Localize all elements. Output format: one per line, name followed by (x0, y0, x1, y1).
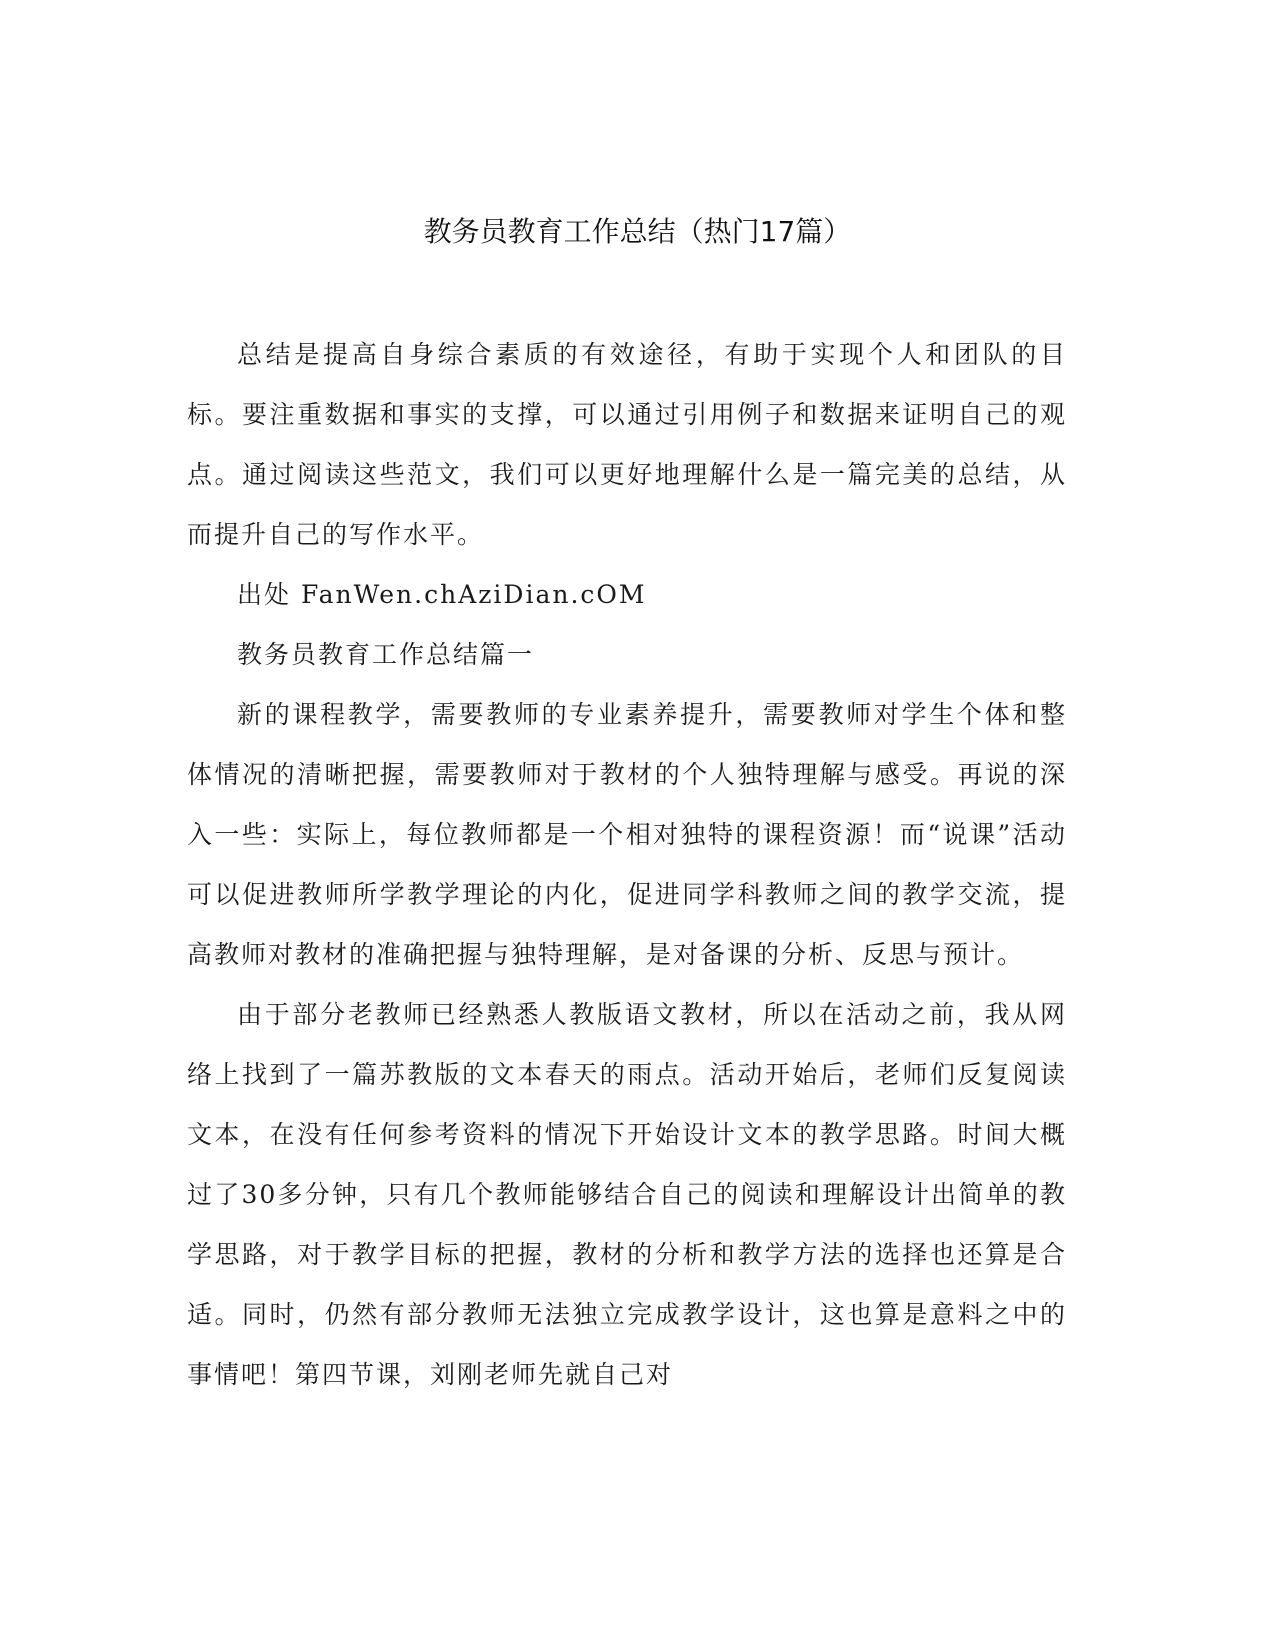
document-title: 教务员教育工作总结（热门17篇） (423, 215, 852, 248)
paragraph-body: 新的课程教学，需要教师的专业素养提升，需要教师对学生个体和整体情况的清晰把握，需要教师对于教材的个人独特理解与感受。再说的深入一些：实际上，每位教师都是一个相对独特的课程资源！而“说课”活动可以促进教师所学教学理论的内化，促进同学科教师之间的教学交流，提高教师对教材的准确把握与独特理解，是对备课的分析、反思与预计。 (187, 700, 1067, 969)
paragraph-intro: 总结是提高自身综合素质的有效途径，有助于实现个人和团队的目标。要注重数据和事实的支撑，可以通过引用例子和数据来证明自己的观点。通过阅读这些范文，我们可以更好地理解什么是一篇完美的总结，从而提升自己的写作水平。 (187, 340, 1067, 549)
section-heading: 教务员教育工作总结篇一 (237, 640, 535, 669)
paragraph-body: 由于部分老教师已经熟悉人教版语文教材，所以在活动之前，我从网络上找到了一篇苏教版的文本春天的雨点。活动开始后，老师们反复阅读文本，在没有任何参考资料的情况下开始设计文本的教学思路。时间大概过了30多分钟，只有几个教师能够结合自己的阅读和理解设计出简单的教学思路，对于教学目标的把握，教材的分析和教学方法的选择也还算是合适。同时，仍然有部分教师无法独立完成教学设计，这也算是意料之中的事情吧！第四节课，刘刚老师先就自己对 (187, 1000, 1067, 1389)
paragraph-source: 出处 FanWen.chAziDian.cOM (237, 580, 647, 609)
document-body (187, 325, 1067, 1405)
